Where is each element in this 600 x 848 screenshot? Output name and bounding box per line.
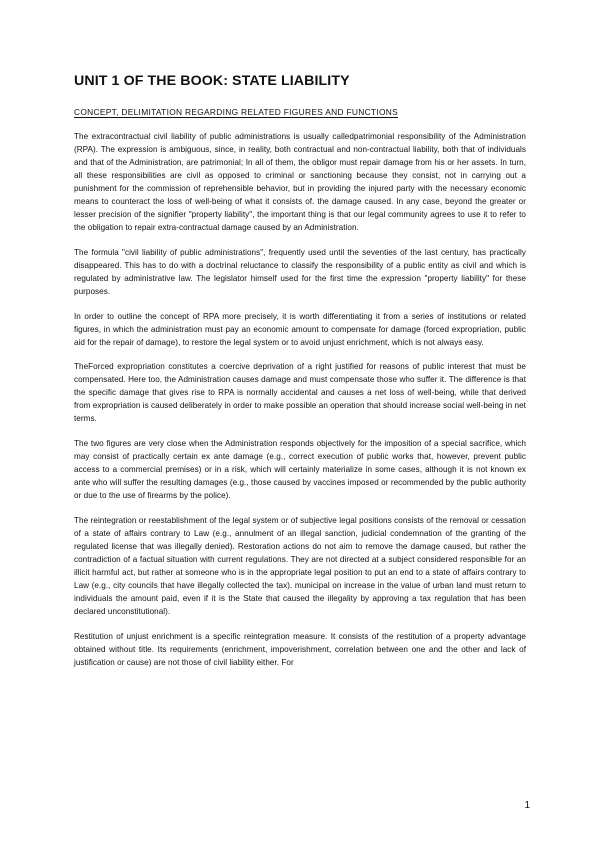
paragraph: The two figures are very close when the Administration responds objectively for the imposition of a special sacrifice, which may consist of practically certain ex ante damage (e.g., correct execution of public works that, however, prevent public access to a commercial premises) or in a risk, which will certainly materialize in some cases, although it is not known ex ante who will suffer the resulting damages (e.g., those caused by vaccines imposed or recommended by the public authority or due to the use of firearms by the police). [74, 438, 526, 501]
paragraph: TheForced expropriation constitutes a coercive deprivation of a right justified for reasons of public interest that must be compensated. Here too, the Administration causes damage and must compensate those who suffer it. The difference is that the specific damage that gives rise to RPA is normally accidental and causes a net loss of well-being, while that derived from expropriation is caused deliberately in order to make possible an operation that should increase social well-being in net terms. [74, 362, 526, 424]
page-number: 1 [524, 800, 530, 811]
paragraph: The extracontractual civil liability of public administrations is usually calledpatrimonial responsibility of the Administration (RPA). The expression is ambiguous, since, in reality, both contractual and non-contractual liability, both that of individuals and that of the Administration, are patrimonial; In all of them, the obligor must repair damage from his or her assets. In turn, all these responsibilities are civil as opposed to criminal or sanctioning because they consist, not in carrying out a punishment for the commission of reprehensible behavior, but in providing the injured party with the necessary economic means to counteract the loss of well-being of what it consists of. the damage caused. In any case, beyond the greater or lesser precision of the signifier "property liability", the important thing is that our legal community agrees to use it to refer to the obligation to repair extra-contractual damage caused by an Administration. [74, 132, 526, 233]
paragraph: In order to outline the concept of RPA more precisely, it is worth differentiating it from a series of institutions or related figures, in which the administration must pay an economic amount to compensate for damage (forced expropriation, public aid for the repair of damage), to restore the legal system or to avoid unjust enrichment, which is not always easy. [74, 311, 526, 347]
paragraph: The reintegration or reestablishment of the legal system or of subjective legal positions consists of the removal or cessation of a state of affairs contrary to Law (e.g., annulment of an illegal sanction, judicial condemnation of the granting of the regulated license that was illegally denied). Restoration actions do not aim to remove the damage caused, but rather the contradiction of a factual situation with current regulations. They are not directed at a subject considered responsible for an illicit harmful act, but rather at someone who is in the appropriate legal position to put an end to a state of affairs contrary to Law (e.g., city councils that have illegally collected the tax). municipal on increase in the value of urban land must return to individuals the amount paid, even if it is the State that caused the illegality by approving a tax regulation that has been declared unconstitutional). [74, 515, 526, 616]
document-body [74, 130, 526, 680]
page-title: UNIT 1 OF THE BOOK: STATE LIABILITY [74, 73, 350, 89]
paragraph: Restitution of unjust enrichment is a specific reintegration measure. It consists of the restitution of a property advantage obtained without title. Its requirements (enrichment, impoverishment, correlation between one and the other and lack of justification or cause) are not those of civil liability either. For [74, 631, 526, 667]
paragraph: The formula "civil liability of public administrations", frequently used until the seventies of the last century, has practically disappeared. This has to do with a doctrinal reluctance to classify the responsibility of a public entity as civil and which is regulated by administrative law. The legislator himself used for the first time the expression "property liability" for these purposes. [74, 247, 526, 297]
section-heading: CONCEPT, DELIMITATION REGARDING RELATED FIGURES AND FUNCTIONS [74, 107, 399, 117]
